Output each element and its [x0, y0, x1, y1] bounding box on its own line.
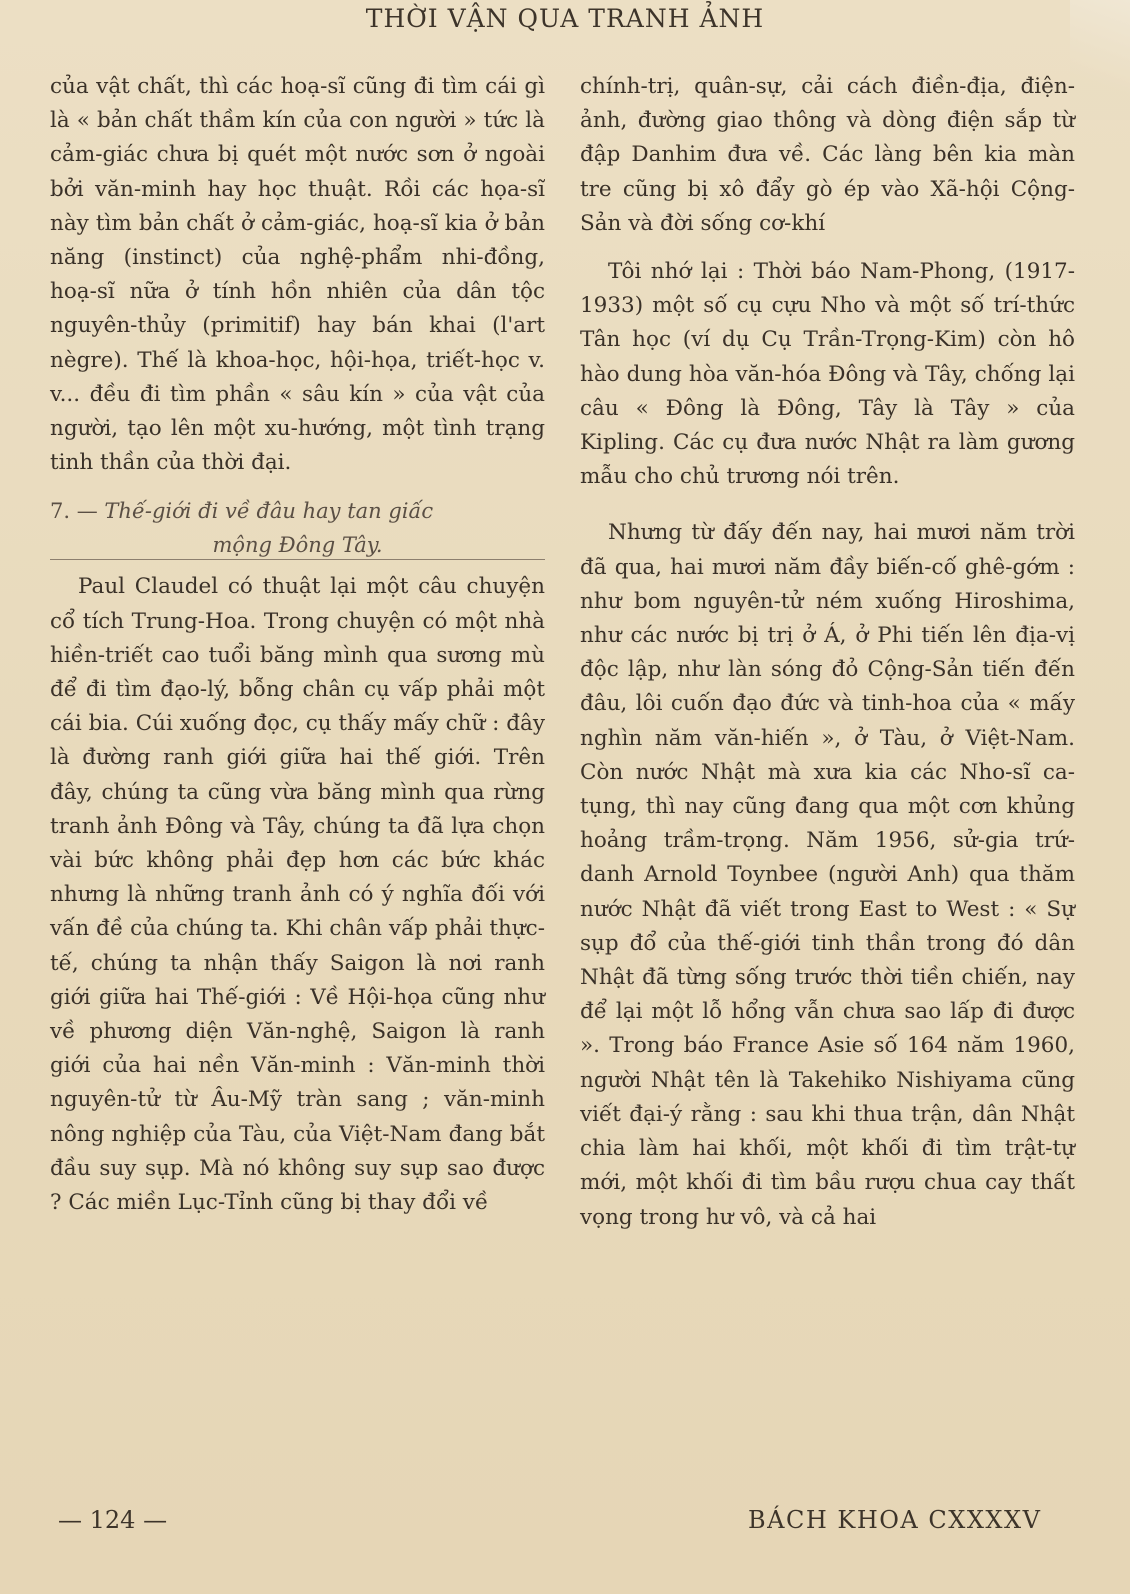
page-number: — 124 —: [58, 1506, 168, 1534]
section-number: 7. —: [50, 499, 98, 524]
left-paragraph-2: Paul Claudel có thuật lại một câu chuyện cổ tích Trung-Hoa. Trong chuyện có một nhà hiền-triết cao tuổi băng mình qua sương mù để đi tìm đạo-lý, bỗng chân cụ vấp phải một cái bia. Cúi xuống đọc, cụ thấy mấy chữ : đây là đường ranh giới giữa hai thế giới. Trên đây, chúng ta cũng vừa băng mình qua rừng tranh ảnh Đông và Tây, chúng ta đã lựa chọn vài bức không phải đẹp hơn các bức khác nhưng là những tranh ảnh có ý nghĩa đối với vấn đề của chúng ta. Khi chân vấp phải thực-tế, chúng ta nhận thấy Saigon là nơi ranh giới giữa hai Thế-giới : Về Hội-họa cũng như về phương diện Văn-nghệ, Saigon là ranh giới của hai nền Văn-minh : Văn-minh thời nguyên-tử từ Âu-Mỹ tràn sang ; văn-minh nông nghiệp của Tàu, của Việt-Nam đang bắt đầu suy sụp. Mà nó không suy sụp sao được ? Các miền Lục-Tỉnh cũng bị thay đổi về: [50, 574, 545, 1216]
right-column: [580, 70, 1075, 1235]
publication-name: BÁCH KHOA CXXXXV: [748, 1506, 1042, 1534]
section-heading-line-1: [50, 494, 545, 528]
section-heading: [50, 494, 545, 560]
section-title-part-2: mộng Đông Tây.: [212, 533, 383, 558]
section-title-part-1: Thế-giới đi về đâu hay tan giấc: [104, 499, 434, 524]
right-paragraph-2: Tôi nhớ lại : Thời báo Nam-Phong, (1917-1933) một số cụ cựu Nho và một số trí-thức Tân học (ví dụ Cụ Trần-Trọng-Kim) còn hô hào dung hòa văn-hóa Đông và Tây, chống lại câu « Đông là Đông, Tây là Tây » của Kipling. Các cụ đưa nước Nhật ra làm gương mẫu cho chủ trương nói trên.: [580, 259, 1075, 490]
left-column: [50, 70, 545, 1220]
running-title: THỜI VẬN QUA TRANH ẢNH: [365, 4, 765, 33]
right-paragraph-3: Nhưng từ đấy đến nay, hai mươi năm trời đã qua, hai mươi năm đầy biến-cố ghê-gớm : như bom nguyên-tử ném xuống Hiroshima, như các nước bị trị ở Á, ở Phi tiến lên địa-vị độc lập, như làn sóng đỏ Cộng-Sản tiến đến đâu, lôi cuốn đạo đức và tinh-hoa của « mấy nghìn năm văn-hiến », ở Tàu, ở Việt-Nam. Còn nước Nhật mà xưa kia các Nho-sĩ ca-tụng, thì nay cũng đang qua một cơn khủng hoảng trầm-trọng. Năm 1956, sử-gia trứ-danh Arnold Toynbee (người Anh) qua thăm nước Nhật đã viết trong East to West : « Sự sụp đổ của thế-giới tinh thần trong đó dân Nhật đã từng sống trước thời tiền chiến, nay để lại một lỗ hổng vẫn chưa sao lấp đi được ». Trong báo France Asie số 164 năm 1960, người Nhật tên là Takehiko Nishiyama cũng viết đại-ý rằng : sau khi thua trận, dân Nhật chia làm hai khối, một khối đi tìm trật-tự mới, một khối đi tìm bầu rượu chua cay thất vọng trong hư vô, và cả hai: [580, 520, 1075, 1230]
right-paragraph-1: chính-trị, quân-sự, cải cách điền-địa, điện-ảnh, đường giao thông và dòng điện sắp từ đập Danhim đưa về. Các làng bên kia màn tre cũng bị xô đẩy gò ép vào Xã-hội Cộng-Sản và đời sống cơ-khí: [580, 74, 1075, 236]
left-paragraph-1: của vật chất, thì các hoạ-sĩ cũng đi tìm cái gì là « bản chất thầm kín của con người » tức là cảm-giác chưa bị quét một nước sơn ở ngoài bởi văn-minh hay học thuật. Rồi các họa-sĩ này tìm bản chất ở cảm-giác, hoạ-sĩ kia ở bản năng (instinct) của nghệ-phẩm nhi-đồng, hoạ-sĩ nữa ở tính hồn nhiên của dân tộc nguyên-thủy (primitif) hay bán khai (l'art nègre). Thế là khoa-học, hội-họa, triết-học v. v... đều đi tìm phần « sâu kín » của vật của người, tạo lên một xu-hướng, một tình trạng tinh thần của thời đại.: [50, 74, 545, 476]
